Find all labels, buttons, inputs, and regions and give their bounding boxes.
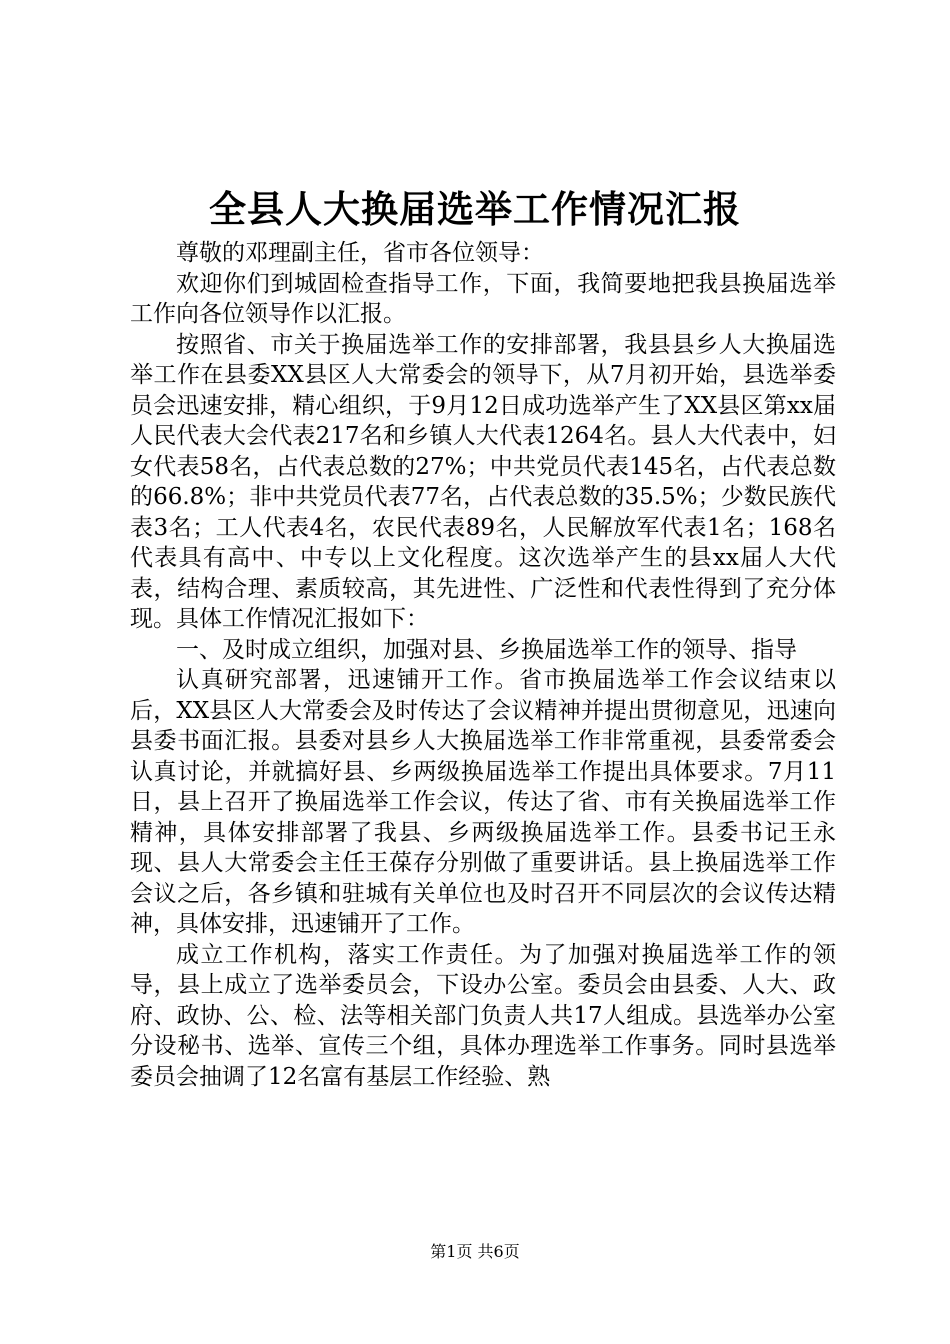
overview-paragraph: 按照省、市关于换届选举工作的安排部署，我县县乡人大换届选举工作在县委XX县区人大常委会的领导下，从7月初开始，县选举委员会迅速安排，精心组织，于9月12日成功选举产生了XX县区第xx届人民代表大会代表217名和乡镇人大代表1264名。县人大代表中，妇女代表58名，占代表总数的27%；中共党员代表145名，占代表总数的66.8%；非中共党员代表77名，占代表总数的35.5%；少数民族代表3名；工人代表4名，农民代表89名，人民解放军代表1名；168名代表具有高中、中专以上文化程度。这次选举产生的县xx届人大代表，结构合理、素质较高，其先进性、广泛性和代表性得到了充分体现。具体工作情况汇报如下： <box>130 331 836 632</box>
section-heading: 一、及时成立组织，加强对县、乡换届选举工作的领导、指导 <box>176 636 797 663</box>
document-title: 全县人大换届选举工作情况汇报 <box>209 187 741 231</box>
welcome-paragraph: 欢迎你们到城固检查指导工作，下面，我简要地把我县换届选举工作向各位领导作以汇报。 <box>130 270 836 327</box>
page-footer: 第1页 共6页 <box>430 1242 520 1261</box>
organization-paragraph: 成立工作机构，落实工作责任。为了加强对换届选举工作的领导，县上成立了选举委员会，下设办公室。委员会由县委、人大、政府、政协、公、检、法等相关部门负责人共17人组成。县选举办公室分设秘书、选举、宣传三个组，具体办理选举工作事务。同时县选举委员会抽调了12名富有基层工作经验、熟 <box>130 941 836 1090</box>
document-body <box>130 238 836 1092</box>
salutation-paragraph: 尊敬的邓理副主任，省市各位领导： <box>176 240 544 266</box>
deployment-paragraph: 认真研究部署，迅速铺开工作。省市换届选举工作会议结束以后，XX县区人大常委会及时传达了会议精神并提出贯彻意见，迅速向县委书面汇报。县委对县乡人大换届选举工作非常重视，县委常委会认真讨论，并就搞好县、乡两级换届选举工作提出具体要求。7月11日，县上召开了换届选举工作会议，传达了省、市有关换届选举工作精神，具体安排部署了我县、乡两级换届选举工作。县委书记王永现、县人大常委会主任王葆存分别做了重要讲话。县上换届选举工作会议之后，各乡镇和驻城有关单位也及时召开不同层次的会议传达精神，具体安排，迅速铺开了工作。 <box>130 667 836 937</box>
